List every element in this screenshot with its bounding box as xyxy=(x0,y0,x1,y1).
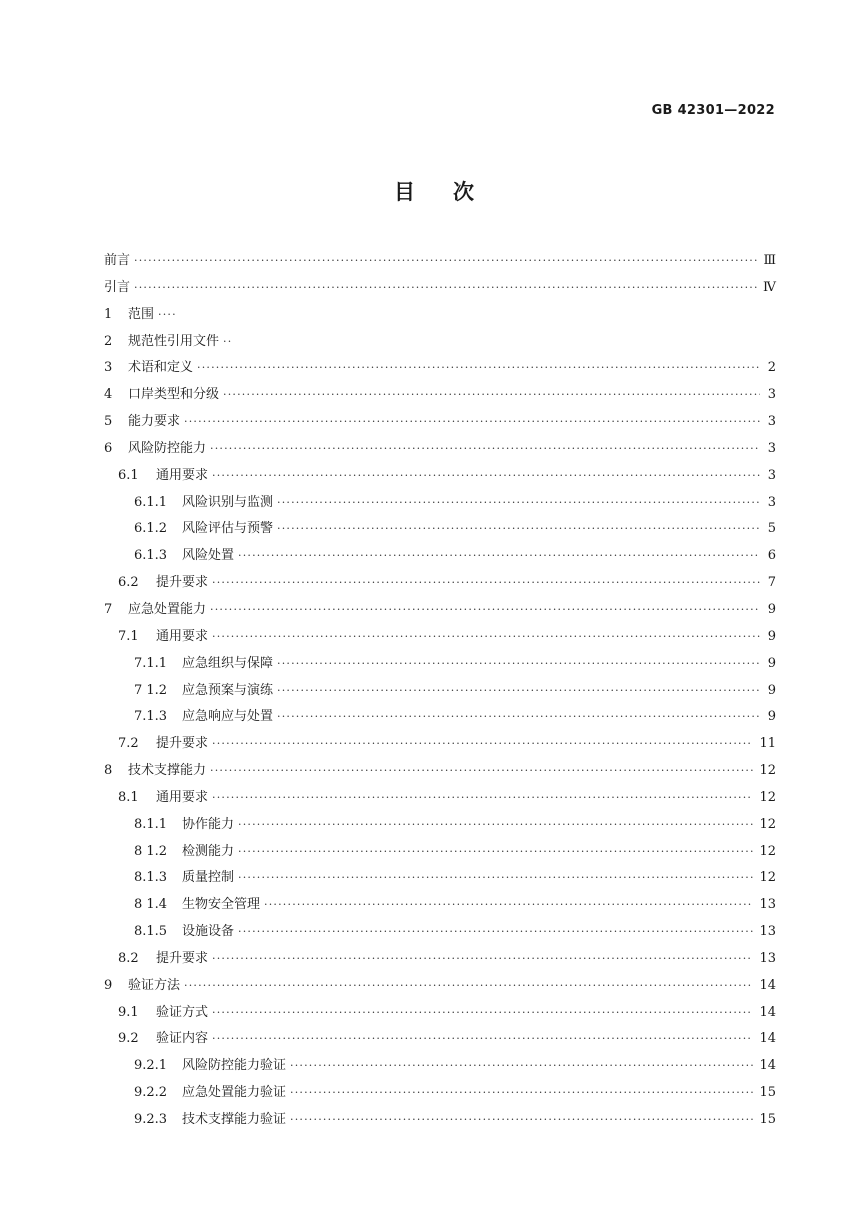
toc-entry-page: 9 xyxy=(767,655,776,671)
toc-entry-number: 2 xyxy=(104,333,113,349)
toc-leader-dots xyxy=(212,570,760,597)
toc-entry-number: 9 xyxy=(104,977,113,993)
toc-leader-dots xyxy=(134,275,757,302)
toc-entry-page: 3 xyxy=(767,387,776,403)
toc-entry-label: 通用要求 xyxy=(156,467,209,483)
toc-entry-page: 3 xyxy=(767,440,776,456)
toc-leader-dots xyxy=(238,919,753,946)
toc-entry[interactable] xyxy=(104,516,776,543)
toc-leader-dots xyxy=(134,248,757,275)
toc-entry[interactable] xyxy=(104,731,776,758)
toc-entry[interactable] xyxy=(104,570,776,597)
toc-entry-number: 6.1 xyxy=(118,467,139,483)
toc-leader-dots xyxy=(212,946,753,973)
toc-entry-page: 14 xyxy=(759,1031,776,1047)
toc-entry[interactable] xyxy=(104,275,776,302)
toc-leader-dots xyxy=(210,597,760,624)
toc-entry-page: 9 xyxy=(767,601,776,617)
toc-leader-dots xyxy=(212,463,760,490)
toc-entry-label: 风险处置 xyxy=(182,548,235,564)
toc-entry[interactable] xyxy=(104,543,776,570)
toc-entry-page: 12 xyxy=(759,870,776,886)
toc-entry-label: 应急响应与处置 xyxy=(182,709,274,725)
toc-entry-number: 7.1 xyxy=(118,628,139,644)
toc-entry-page: 3 xyxy=(767,494,776,510)
toc-entry[interactable] xyxy=(104,436,776,463)
toc-leader-dots xyxy=(238,865,753,892)
toc-leader-dots xyxy=(277,490,760,517)
toc-leader-dots xyxy=(197,355,760,382)
toc-entry-number: 8 1.2 xyxy=(134,843,168,859)
toc-entry-number: 8 xyxy=(104,763,113,779)
toc-entry-page: 12 xyxy=(759,816,776,832)
toc-entry-number: 8.1.1 xyxy=(134,816,168,832)
toc-entry[interactable] xyxy=(104,1107,776,1134)
toc-entry[interactable] xyxy=(104,678,776,705)
toc-leader-dots xyxy=(238,812,753,839)
toc-entry-label: 引言 xyxy=(104,279,131,295)
toc-entry-number: 6.1.2 xyxy=(134,521,168,537)
toc-entry-page: 15 xyxy=(759,1112,776,1127)
toc-entry[interactable] xyxy=(104,704,776,731)
toc-entry[interactable] xyxy=(104,973,776,1000)
toc-entry-page: 12 xyxy=(759,789,776,805)
toc-entry[interactable] xyxy=(104,651,776,678)
toc-entry-page: 2 xyxy=(767,360,776,376)
toc-entry[interactable] xyxy=(104,892,776,919)
page-title: 目次 xyxy=(394,179,512,204)
toc-leader-dots xyxy=(277,516,760,543)
toc-entry[interactable] xyxy=(104,1053,776,1080)
toc-entry[interactable] xyxy=(104,1080,776,1107)
toc-entry-label: 风险防控能力 xyxy=(128,440,207,456)
toc-entry-number: 8 1.4 xyxy=(134,897,168,913)
toc-leader-dots xyxy=(210,758,753,785)
toc-entry-number: 6.1.1 xyxy=(134,494,168,510)
toc-entry-page: 3 xyxy=(767,414,776,430)
toc-leader-dots xyxy=(290,1107,753,1134)
toc-entry-label: 术语和定义 xyxy=(128,360,194,376)
toc-entry-label: 验证方式 xyxy=(156,1004,209,1020)
toc-entry[interactable] xyxy=(104,1026,776,1053)
toc-entry[interactable] xyxy=(104,355,776,382)
toc-entry-number: 9.1 xyxy=(118,1004,139,1020)
toc-leader-dots xyxy=(238,839,753,866)
toc-entry-page: 9 xyxy=(767,709,776,725)
toc-entry[interactable] xyxy=(104,490,776,517)
toc-entry-label: 应急组织与保障 xyxy=(182,655,274,671)
toc-entry-page: Ⅳ xyxy=(763,279,776,295)
toc-entry[interactable] xyxy=(104,302,776,329)
toc-entry-number: 8.2 xyxy=(118,950,139,966)
toc-entry-number: 6 xyxy=(104,440,113,456)
toc-entry[interactable] xyxy=(104,624,776,651)
toc-leader-dots xyxy=(212,1026,753,1053)
toc-entry-number: 8.1.3 xyxy=(134,870,168,886)
toc-entry-number: 9.2.2 xyxy=(134,1085,168,1101)
toc-entry[interactable] xyxy=(104,463,776,490)
toc-entry-label: 技术支撑能力验证 xyxy=(182,1112,287,1127)
toc-leader-dots xyxy=(158,302,177,329)
toc-entry-number: 9.2.3 xyxy=(134,1112,168,1127)
toc-leader-dots xyxy=(184,973,753,1000)
toc-leader-dots xyxy=(277,651,760,678)
toc-leader-dots xyxy=(223,382,760,409)
toc-entry-number: 1 xyxy=(104,306,113,322)
toc-entry-page: 7 xyxy=(767,575,776,591)
toc-entry[interactable] xyxy=(104,248,776,275)
toc-entry-page: 5 xyxy=(767,521,776,537)
toc-entry-label: 应急处置能力 xyxy=(128,601,207,617)
toc-entry[interactable] xyxy=(104,785,776,812)
toc-entry-page: 11 xyxy=(759,736,776,752)
toc-entry-label: 口岸类型和分级 xyxy=(128,387,220,403)
toc-entry-page: 13 xyxy=(759,924,776,940)
toc-entry-label: 生物安全管理 xyxy=(182,897,261,913)
toc-entry-page: 14 xyxy=(759,1004,776,1020)
toc-leader-dots xyxy=(290,1053,753,1080)
toc-entry[interactable] xyxy=(104,758,776,785)
toc-entry-page: 12 xyxy=(759,763,776,779)
toc-entry[interactable] xyxy=(104,597,776,624)
standard-number: GB 42301—2022 xyxy=(651,103,775,118)
toc-entry-number: 4 xyxy=(104,387,113,403)
toc-entry-page: 15 xyxy=(759,1085,776,1101)
toc-leader-dots xyxy=(277,704,760,731)
toc-entry-page: 9 xyxy=(767,682,776,698)
toc-entry-page: 13 xyxy=(759,950,776,966)
toc-entry[interactable] xyxy=(104,1000,776,1027)
toc-entry-label: 范围 xyxy=(128,306,155,322)
toc-entry-label: 质量控制 xyxy=(182,870,235,886)
toc-entry-number: 7.1.1 xyxy=(134,655,168,671)
toc-entry-label: 前言 xyxy=(104,253,131,268)
toc-entry-page: 14 xyxy=(759,977,776,993)
table-of-contents xyxy=(104,248,776,1134)
toc-entry-label: 提升要求 xyxy=(156,575,209,591)
toc-leader-dots xyxy=(212,1000,753,1027)
toc-entry[interactable] xyxy=(104,329,776,356)
toc-leader-dots xyxy=(212,624,760,651)
toc-entry-label: 应急处置能力验证 xyxy=(182,1085,287,1101)
toc-entry-label: 设施设备 xyxy=(182,924,235,940)
toc-leader-dots xyxy=(277,678,760,705)
toc-entry-label: 规范性引用文件 xyxy=(128,333,220,349)
toc-entry[interactable] xyxy=(104,865,776,892)
toc-entry-label: 技术支撑能力 xyxy=(128,763,207,779)
toc-entry[interactable] xyxy=(104,382,776,409)
toc-entry-number: 6.2 xyxy=(118,575,139,591)
toc-leader-dots xyxy=(238,543,760,570)
toc-entry-label: 通用要求 xyxy=(156,789,209,805)
toc-entry-label: 应急预案与演练 xyxy=(182,682,274,698)
toc-entry-label: 通用要求 xyxy=(156,628,209,644)
toc-leader-dots xyxy=(264,892,753,919)
toc-entry-number: 3 xyxy=(104,360,113,376)
toc-entry-page: Ⅲ xyxy=(763,253,776,268)
toc-leader-dots xyxy=(290,1080,753,1107)
toc-entry-number: 7 xyxy=(104,601,113,617)
toc-entry[interactable] xyxy=(104,946,776,973)
toc-entry-label: 检测能力 xyxy=(182,843,235,859)
toc-leader-dots xyxy=(212,731,753,758)
toc-entry-label: 风险防控能力验证 xyxy=(182,1058,287,1074)
toc-entry-number: 9.2.1 xyxy=(134,1058,168,1074)
toc-entry-number: 7.1.3 xyxy=(134,709,168,725)
toc-entry-number: 5 xyxy=(104,414,113,430)
toc-entry[interactable] xyxy=(104,919,776,946)
toc-entry-number: 9.2 xyxy=(118,1031,139,1047)
toc-leader-dots xyxy=(210,436,760,463)
toc-entry-number: 7 1.2 xyxy=(134,682,168,698)
toc-leader-dots xyxy=(223,329,232,356)
toc-entry-number: 8.1 xyxy=(118,789,139,805)
toc-entry-label: 风险评估与预警 xyxy=(182,521,274,537)
toc-entry[interactable] xyxy=(104,409,776,436)
toc-entry-page: 9 xyxy=(767,628,776,644)
toc-entry-page: 14 xyxy=(759,1058,776,1074)
toc-leader-dots xyxy=(212,785,753,812)
toc-entry-number: 6.1.3 xyxy=(134,548,168,564)
toc-entry-number: 7.2 xyxy=(118,736,139,752)
toc-entry-label: 能力要求 xyxy=(128,414,181,430)
toc-entry-label: 风险识别与监测 xyxy=(182,494,274,510)
toc-entry-label: 提升要求 xyxy=(156,950,209,966)
toc-entry-label: 验证内容 xyxy=(156,1031,209,1047)
toc-entry[interactable] xyxy=(104,839,776,866)
toc-entry-page: 3 xyxy=(767,467,776,483)
toc-leader-dots xyxy=(184,409,760,436)
toc-entry-label: 提升要求 xyxy=(156,736,209,752)
toc-entry-page: 6 xyxy=(767,548,776,564)
toc-entry-page: 13 xyxy=(759,897,776,913)
toc-entry-label: 协作能力 xyxy=(182,816,235,832)
toc-entry[interactable] xyxy=(104,812,776,839)
toc-entry-number: 8.1.5 xyxy=(134,924,168,940)
toc-entry-page: 12 xyxy=(759,843,776,859)
toc-entry-label: 验证方法 xyxy=(128,977,181,993)
